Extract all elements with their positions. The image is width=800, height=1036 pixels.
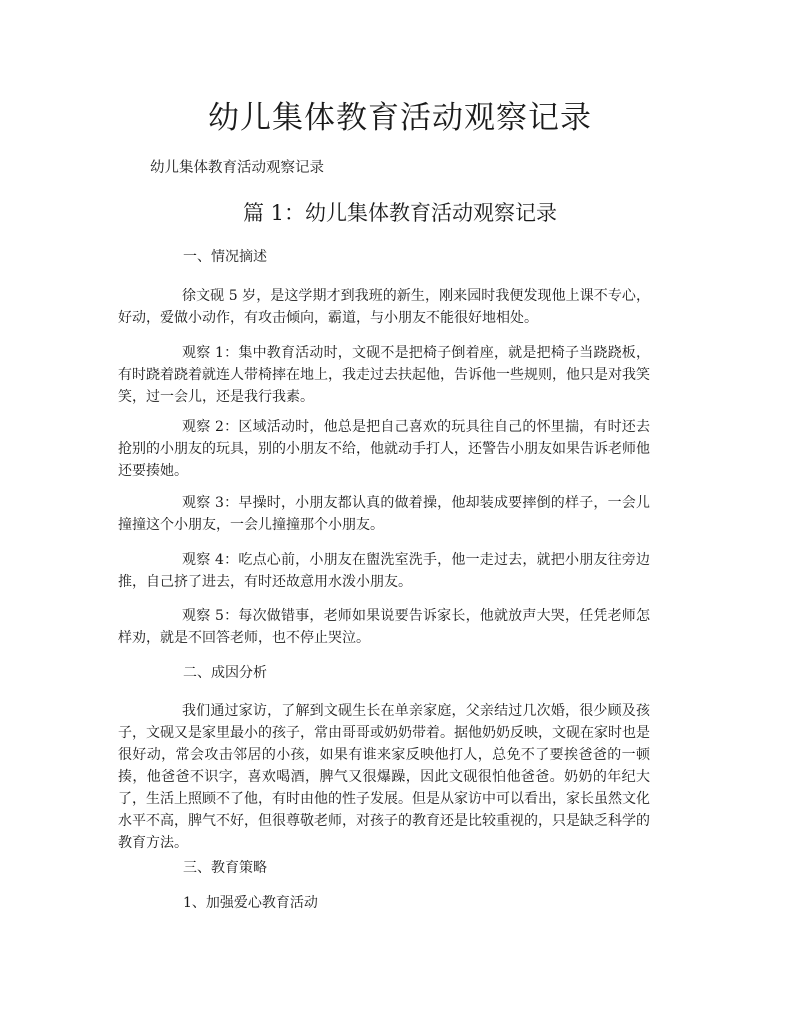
paragraph-observation-2: 观察 2：区域活动时，他总是把自己喜欢的玩具往自己的怀里揣，有时还去抢别的小朋友的玩具，别的小朋友不给，他就动手打人，还警告小朋友如果告诉老师他还要揍她。 [118,419,650,479]
paragraph-observation-5: 观察 5：每次做错事，老师如果说要告诉家长，他就放声大哭，任凭老师怎样劝，就是不回答老师，也不停止哭泣。 [118,608,650,646]
section-heading-strategy: 三、教育策略 [183,860,267,876]
document-subtitle: 幼儿集体教育活动观察记录 [150,160,324,176]
paragraph-observation-4: 观察 4：吃点心前，小朋友在盥洗室洗手，他一走过去，就把小朋友往旁边推，自己挤了进去，有时还故意用水泼小朋友。 [118,552,650,590]
document-title: 幼儿集体教育活动观察记录 [208,100,592,136]
subheading-love-education: 1、加强爱心教育活动 [183,895,318,911]
article-title: 篇 1：幼儿集体教育活动观察记录 [242,201,558,225]
section-heading-cause-analysis: 二、成因分析 [183,665,267,681]
paragraph-observation-3: 观察 3：早操时，小朋友都认真的做着操，他却装成要摔倒的样子，一会儿撞撞这个小朋友，一会儿撞撞那个小朋友。 [118,495,650,533]
paragraph-cause-analysis: 我们通过家访，了解到文砚生长在单亲家庭，父亲结过几次婚，很少顾及孩子，文砚又是家里最小的孩子，常由哥哥或奶奶带着。据他奶奶反映，文砚在家时也是很好动，常会攻击邻居的小孩，如果有谁来家反映他打人，总免不了要挨爸爸的一顿揍，他爸爸不识字，喜欢喝酒，脾气又很爆躁，因此文砚很怕他爸爸。奶奶的年纪大了，生活上照顾不了他，有时由他的性子发展。但是从家访中可以看出，家长虽然文化水平不高，脾气不好，但很尊敬老师，对孩子的教育还是比较重视的，只是缺乏科学的教育方法。 [118,703,650,851]
section-heading-situation: 一、情况摘述 [183,249,267,265]
paragraph-intro: 徐文砚 5 岁，是这学期才到我班的新生，刚来园时我便发现他上课不专心，好动，爱做小动作，有攻击倾向，霸道，与小朋友不能很好地相处。 [118,288,650,326]
paragraph-observation-1: 观察 1：集中教育活动时，文砚不是把椅子倒着座，就是把椅子当跷跷板，有时跷着跷着就连人带椅摔在地上，我走过去扶起他，告诉他一些规则，他只是对我笑笑，过一会儿，还是我行我素。 [118,345,650,405]
